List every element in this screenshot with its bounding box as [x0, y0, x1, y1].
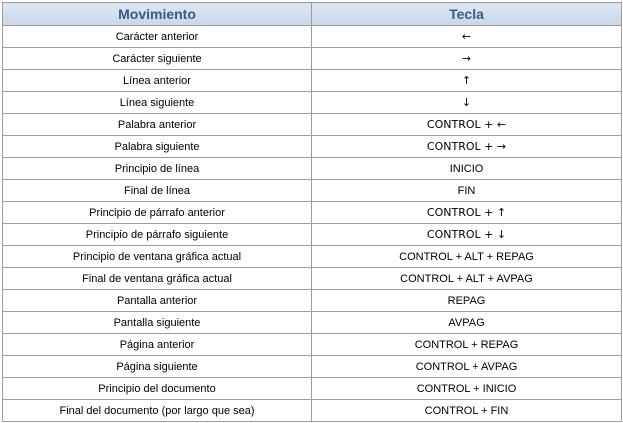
table-row [3, 290, 622, 312]
key-cell: CONTROL + FIN [312, 400, 622, 422]
key-cell: FIN [312, 180, 622, 202]
table-row [3, 202, 622, 224]
table-row [3, 268, 622, 290]
movement-cell: Página siguiente [3, 356, 312, 378]
key-cell: ↑ [312, 70, 622, 92]
movement-cell: Página anterior [3, 334, 312, 356]
key-cell: CONTROL + ALT + AVPAG [312, 268, 622, 290]
movement-cell: Pantalla anterior [3, 290, 312, 312]
movement-cell: Principio de párrafo siguiente [3, 224, 312, 246]
key-cell: CONTROL + ← [312, 114, 622, 136]
movement-cell: Principio de ventana gráfica actual [3, 246, 312, 268]
movement-cell: Final de línea [3, 180, 312, 202]
table-row [3, 70, 622, 92]
table-row [3, 356, 622, 378]
table-row [3, 114, 622, 136]
movement-cell: Palabra anterior [3, 114, 312, 136]
key-cell: ↓ [312, 92, 622, 114]
movement-cell: Final de ventana gráfica actual [3, 268, 312, 290]
table-row [3, 92, 622, 114]
movement-cell: Línea anterior [3, 70, 312, 92]
movement-cell: Pantalla siguiente [3, 312, 312, 334]
table-row [3, 26, 622, 48]
table-row [3, 400, 622, 422]
movement-cell: Principio de línea [3, 158, 312, 180]
header-tecla: Tecla [312, 3, 622, 26]
key-cell: → [312, 48, 622, 70]
header-movimiento: Movimiento [3, 3, 312, 26]
key-cell: ← [312, 26, 622, 48]
key-cell: REPAG [312, 290, 622, 312]
shortcut-table [2, 2, 622, 422]
table-row [3, 246, 622, 268]
movement-cell: Palabra siguiente [3, 136, 312, 158]
movement-cell: Línea siguiente [3, 92, 312, 114]
table-row [3, 136, 622, 158]
table-row [3, 224, 622, 246]
table-row [3, 312, 622, 334]
table-row [3, 48, 622, 70]
table-row [3, 158, 622, 180]
key-cell: CONTROL + INICIO [312, 378, 622, 400]
table-row [3, 334, 622, 356]
table-header-row [3, 3, 622, 26]
table-row [3, 378, 622, 400]
table-body [3, 26, 622, 422]
key-cell: CONTROL + REPAG [312, 334, 622, 356]
key-cell: CONTROL + ALT + REPAG [312, 246, 622, 268]
movement-cell: Carácter siguiente [3, 48, 312, 70]
movement-cell: Principio del documento [3, 378, 312, 400]
key-cell: CONTROL + AVPAG [312, 356, 622, 378]
key-cell: INICIO [312, 158, 622, 180]
key-cell: CONTROL + → [312, 136, 622, 158]
key-cell: CONTROL + ↓ [312, 224, 622, 246]
movement-cell: Carácter anterior [3, 26, 312, 48]
table-row [3, 180, 622, 202]
key-cell: CONTROL + ↑ [312, 202, 622, 224]
movement-cell: Principio de párrafo anterior [3, 202, 312, 224]
key-cell: AVPAG [312, 312, 622, 334]
movement-cell: Final del documento (por largo que sea) [3, 400, 312, 422]
